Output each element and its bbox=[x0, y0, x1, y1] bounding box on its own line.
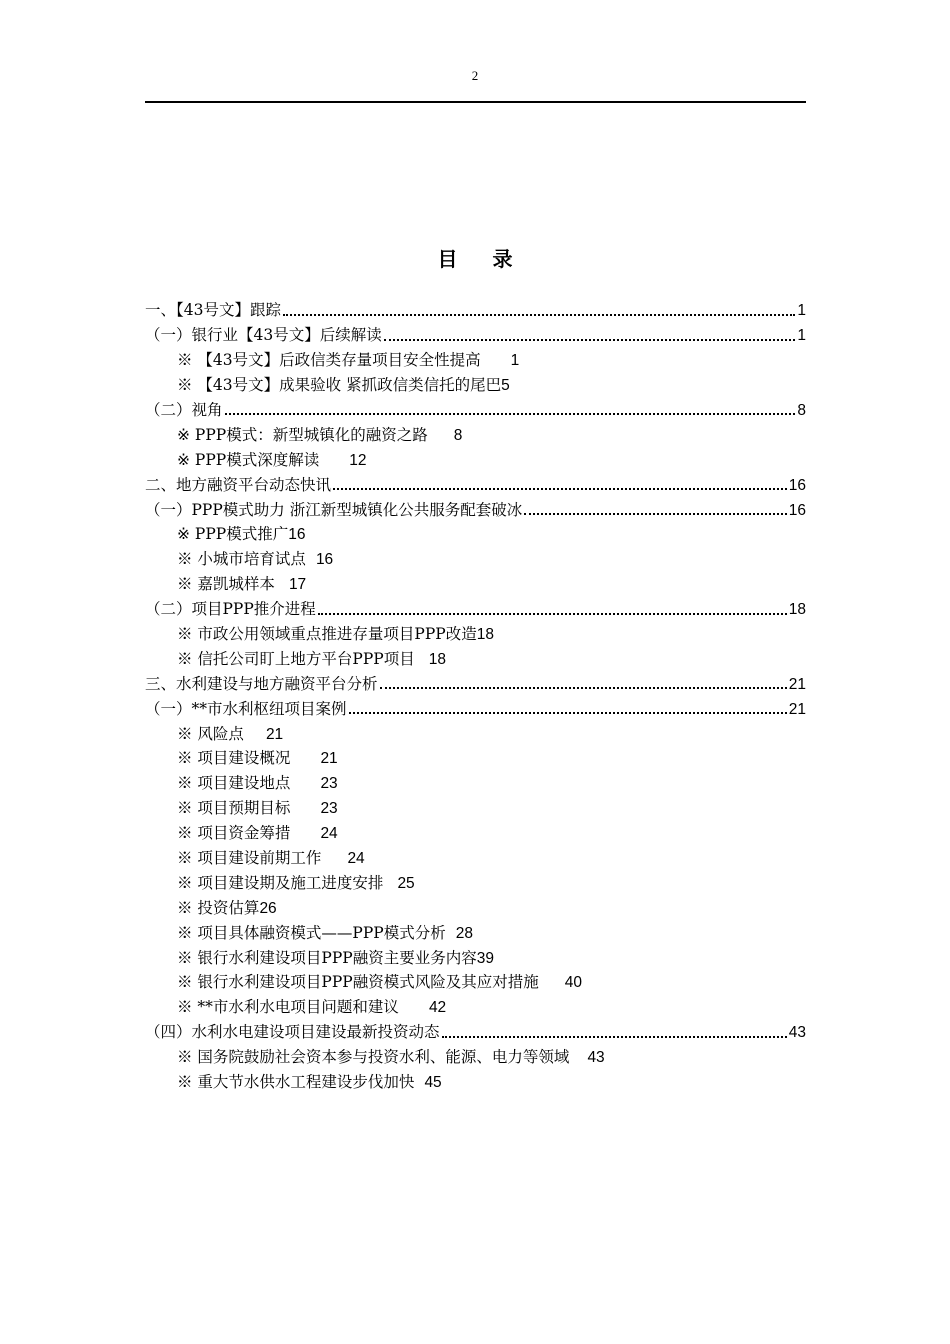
toc-page-number: 21 bbox=[788, 675, 806, 693]
toc-entry-label: ※ 项目建设期及施工进度安排 bbox=[177, 873, 384, 892]
toc-entry-label: ※ 项目建设概况 bbox=[177, 749, 291, 768]
toc-leader-dots bbox=[225, 413, 796, 415]
toc-entry[interactable] bbox=[145, 319, 806, 344]
toc-leader-dots bbox=[333, 488, 787, 490]
toc-subentry[interactable] bbox=[145, 344, 806, 369]
toc-subentry[interactable] bbox=[145, 916, 806, 941]
toc-title: 目 录 bbox=[437, 247, 527, 271]
toc-page-number: 18 bbox=[788, 601, 806, 619]
toc-page-number: 43 bbox=[587, 1049, 605, 1067]
toc-entry-label: 一、【43号文】跟踪 bbox=[145, 301, 281, 320]
toc-leader-dots bbox=[384, 339, 796, 341]
toc-subentry[interactable] bbox=[145, 817, 806, 842]
toc-entry-label: ※ 国务院鼓励社会资本参与投资水利、能源、电力等领域 bbox=[177, 1048, 570, 1067]
toc-page-number: 8 bbox=[797, 401, 806, 419]
toc-subentry[interactable] bbox=[145, 443, 806, 468]
toc-entry-label: ※ PPP模式深度解读 bbox=[177, 450, 320, 469]
toc-leader-dots bbox=[283, 314, 795, 316]
toc-subentry[interactable] bbox=[145, 717, 806, 742]
toc-entry-label: ※ 风险点 bbox=[177, 724, 244, 743]
toc-subentry[interactable] bbox=[145, 1066, 806, 1091]
toc-entry[interactable] bbox=[145, 1016, 806, 1041]
toc-subentry[interactable] bbox=[145, 642, 806, 667]
toc-entry-label: ※ 嘉凯城样本 bbox=[177, 575, 275, 594]
toc-leader-dots bbox=[442, 1036, 787, 1038]
toc-subentry[interactable] bbox=[145, 369, 806, 394]
toc-entry[interactable] bbox=[145, 294, 806, 319]
toc-entry-label: （一）PPP模式助力 浙江新型城镇化公共服务配套破冰 bbox=[145, 500, 523, 519]
toc-entry[interactable] bbox=[145, 493, 806, 518]
toc-subentry[interactable] bbox=[145, 742, 806, 767]
toc-page-number: 24 bbox=[347, 849, 365, 867]
toc-entry-label: ※ 小城市培育试点 bbox=[177, 550, 306, 569]
toc-entry-label: ※ 项目具体融资模式——PPP模式分析 bbox=[177, 923, 446, 942]
toc-entry-label: （二）视角 bbox=[145, 400, 223, 419]
toc-page-number: 16 bbox=[315, 551, 334, 569]
toc-subentry[interactable] bbox=[145, 418, 806, 443]
toc-page-number: 5 bbox=[501, 377, 510, 395]
toc-entry-label: ※ **市水利水电项目问题和建议 bbox=[177, 998, 399, 1017]
toc-subentry[interactable] bbox=[145, 866, 806, 891]
toc-entry-label: ※ 银行水利建设项目PPP融资模式风险及其应对措施 bbox=[177, 973, 539, 992]
toc-page-number: 16 bbox=[288, 526, 306, 544]
toc-subentry[interactable] bbox=[145, 543, 806, 568]
toc-subentry[interactable] bbox=[145, 518, 806, 543]
toc-page-number: 45 bbox=[424, 1074, 442, 1091]
toc-entry-label: ※ PPP模式：新型城镇化的融资之路 bbox=[177, 425, 428, 444]
toc-leader-dots bbox=[318, 613, 787, 615]
toc-page-number: 1 bbox=[510, 352, 520, 370]
toc-subentry[interactable] bbox=[145, 618, 806, 643]
toc-entry[interactable] bbox=[145, 593, 806, 618]
header-rule bbox=[145, 101, 806, 103]
toc-page-number: 28 bbox=[455, 924, 473, 942]
toc-page-number: 42 bbox=[428, 999, 447, 1017]
toc-subentry[interactable] bbox=[145, 891, 806, 916]
toc-page-number: 18 bbox=[428, 650, 446, 668]
toc-subentry[interactable] bbox=[145, 991, 806, 1016]
toc-entry-label: ※ 项目预期目标 bbox=[177, 799, 291, 818]
toc-subentry[interactable] bbox=[145, 1041, 806, 1066]
toc-leader-dots bbox=[380, 687, 787, 689]
toc-entry-label: （四）水利水电建设项目建设最新投资动态 bbox=[145, 1023, 440, 1042]
toc-page-number: 17 bbox=[288, 576, 307, 594]
toc-subentry[interactable] bbox=[145, 966, 806, 991]
toc-entry-label: （二）项目PPP推介进程 bbox=[145, 600, 316, 619]
toc-entry-label: ※ PPP模式推广 bbox=[177, 525, 289, 544]
toc-subentry[interactable] bbox=[145, 792, 806, 817]
toc-leader-dots bbox=[349, 712, 787, 714]
toc-page-number: 43 bbox=[788, 1024, 806, 1042]
toc-entry-label: （一）银行业【43号文】后续解读 bbox=[145, 326, 382, 345]
toc-page-number: 25 bbox=[397, 874, 415, 892]
toc-entry-label: ※ 投资估算 bbox=[177, 898, 260, 917]
table-of-contents bbox=[145, 294, 806, 1091]
toc-entry-label: ※ 重大节水供水工程建设步伐加快 bbox=[177, 1073, 415, 1091]
toc-entry-label: ※ 项目资金筹措 bbox=[177, 824, 291, 843]
toc-subentry[interactable] bbox=[145, 767, 806, 792]
toc-page-number: 16 bbox=[788, 476, 806, 494]
toc-page-number: 23 bbox=[320, 775, 338, 793]
toc-leader-dots bbox=[524, 513, 787, 515]
toc-entry-label: ※ 【43号文】后政信类存量项目安全性提高 bbox=[177, 351, 481, 370]
toc-page-number: 21 bbox=[320, 750, 338, 768]
toc-entry-label: （一）**市水利枢纽项目案例 bbox=[145, 699, 347, 718]
toc-page-number: 12 bbox=[349, 451, 367, 469]
toc-entry-label: ※ 项目建设前期工作 bbox=[177, 848, 322, 867]
toc-page-number: 23 bbox=[320, 800, 338, 818]
toc-page-number: 24 bbox=[320, 825, 338, 843]
toc-entry[interactable] bbox=[145, 394, 806, 419]
toc-entry[interactable] bbox=[145, 692, 806, 717]
toc-entry[interactable] bbox=[145, 667, 806, 692]
toc-entry-label: 二、地方融资平台动态快讯 bbox=[145, 475, 332, 494]
toc-page-number: 21 bbox=[265, 725, 284, 743]
toc-entry-label: ※ 【43号文】成果验收 紧抓政信类信托的尾巴 bbox=[177, 376, 502, 395]
toc-page-number: 1 bbox=[797, 327, 806, 345]
toc-entry[interactable] bbox=[145, 468, 806, 493]
toc-page-number: 40 bbox=[564, 974, 582, 992]
toc-entry-label: 三、水利建设与地方融资平台分析 bbox=[145, 674, 378, 693]
toc-page-number: 18 bbox=[476, 625, 494, 643]
toc-entry-label: ※ 市政公用领域重点推进存量项目PPP改造 bbox=[177, 624, 477, 643]
toc-page-number: 39 bbox=[476, 949, 494, 967]
toc-subentry[interactable] bbox=[145, 568, 806, 593]
toc-page-number: 16 bbox=[788, 501, 806, 519]
toc-entry-label: ※ 项目建设地点 bbox=[177, 774, 291, 793]
toc-subentry[interactable] bbox=[145, 941, 806, 966]
toc-page-number: 21 bbox=[788, 700, 806, 718]
toc-page-number: 8 bbox=[453, 426, 463, 444]
toc-entry-label: ※ 银行水利建设项目PPP融资主要业务内容 bbox=[177, 948, 477, 967]
toc-subentry[interactable] bbox=[145, 842, 806, 867]
toc-page-number: 26 bbox=[259, 899, 277, 917]
page-number: 2 bbox=[471, 68, 479, 83]
toc-page-number: 1 bbox=[797, 302, 806, 320]
toc-entry-label: ※ 信托公司盯上地方平台PPP项目 bbox=[177, 649, 415, 668]
